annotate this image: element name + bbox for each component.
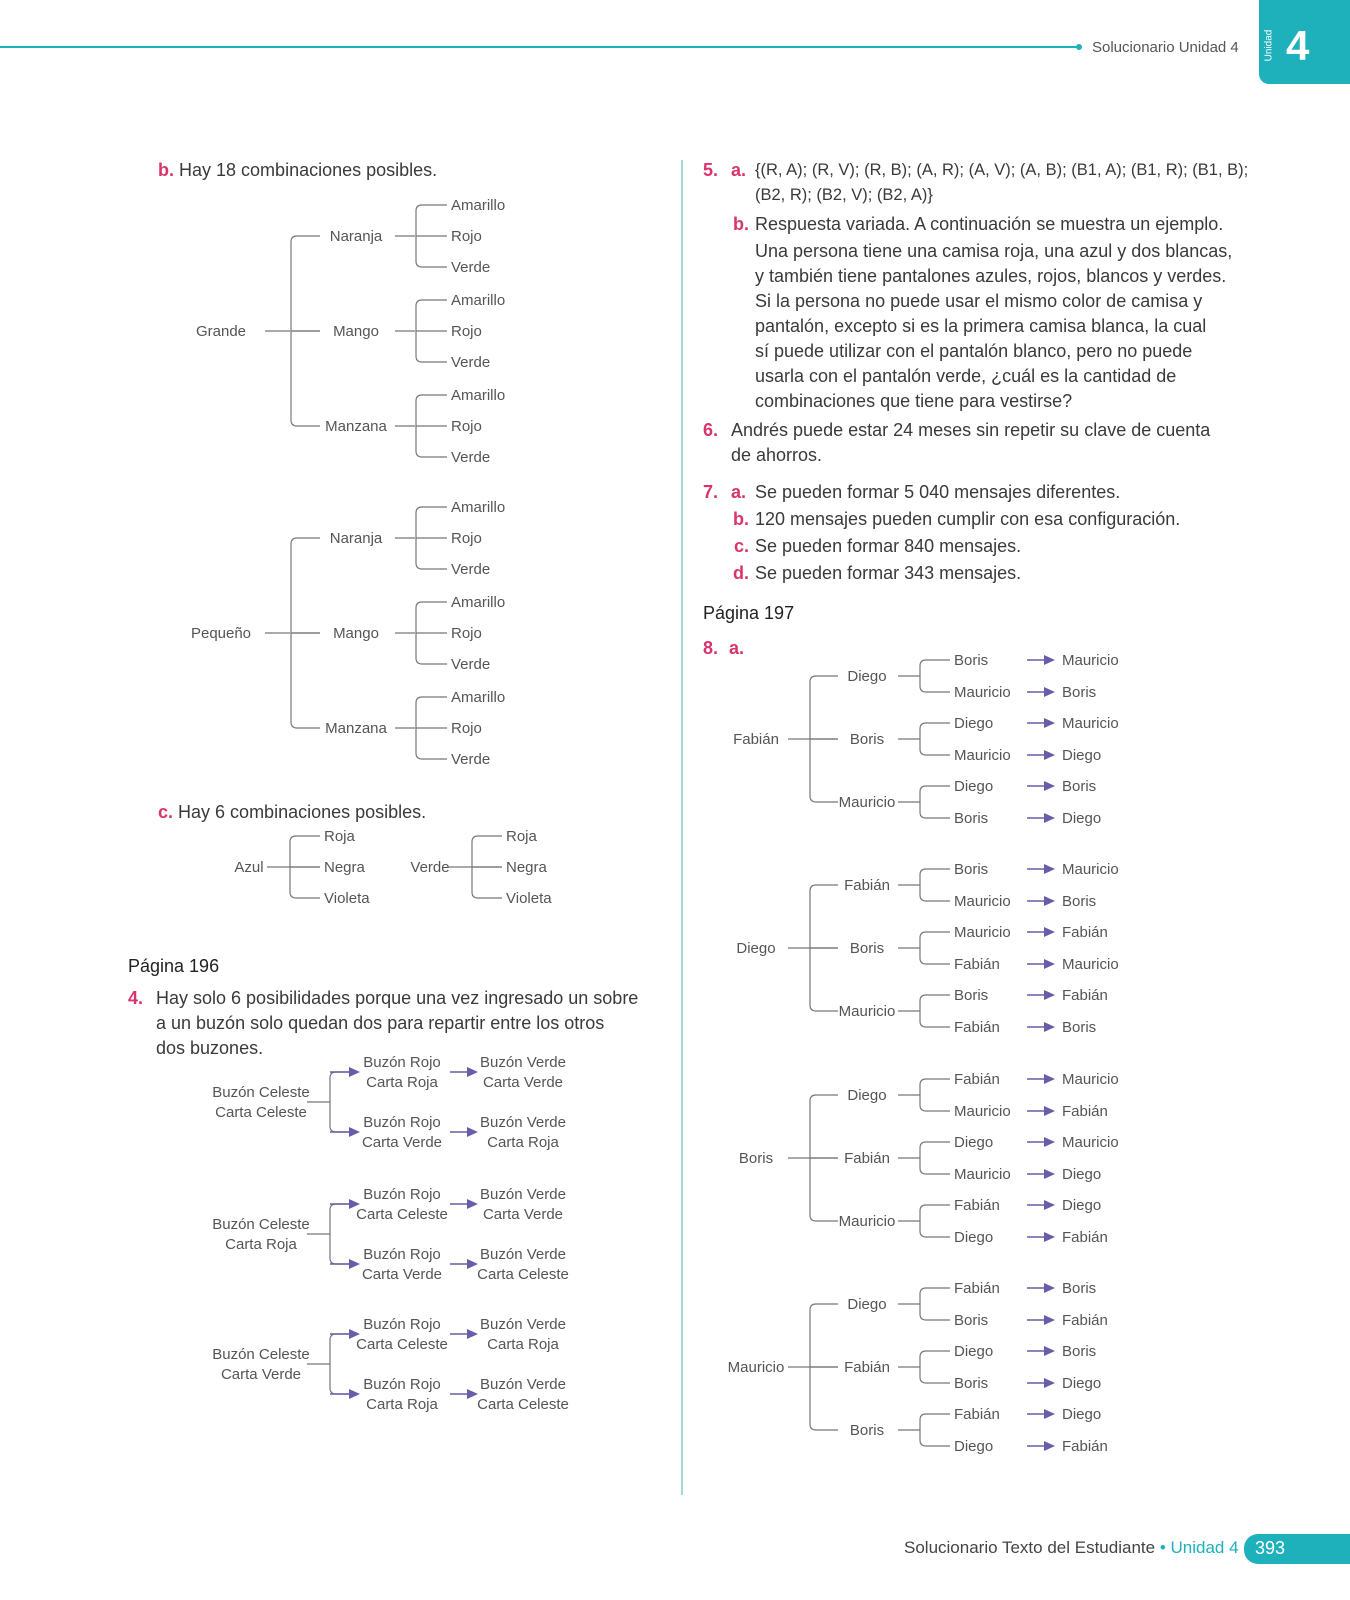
tree-b-leaf: Rojo: [451, 625, 482, 642]
tree-4-root: Carta Verde: [220, 1366, 302, 1383]
item-c: c. Hay 6 combinaciones posibles.: [158, 802, 427, 822]
tree-c-root: Verde: [410, 859, 450, 876]
tree-4-mid: Carta Celeste: [356, 1336, 448, 1353]
tree-8-mid: Boris: [849, 940, 885, 957]
tree-8-leaf: Diego: [954, 1438, 994, 1455]
tree-8-leaf: Boris: [954, 1375, 989, 1392]
tree-8-leaf: Fabián: [954, 1071, 1000, 1088]
tree-4-mid: Buzón Rojo: [363, 1186, 441, 1203]
arrow-head: [1044, 896, 1055, 906]
unit-tab-label: Unidad: [1263, 29, 1275, 62]
tree-b-leaf: Amarillo: [451, 499, 506, 516]
tree-8-leaf: Fabián: [954, 1019, 1000, 1036]
tree-4-root: Buzón Celeste: [212, 1216, 310, 1233]
footer: [904, 1538, 1239, 1558]
tree-8-leaf: Diego: [954, 1134, 994, 1151]
arrow-head: [1044, 990, 1055, 1000]
arrow-head: [467, 1199, 478, 1209]
tree-8-mid: Boris: [849, 731, 885, 748]
footer-unit: Unidad 4: [1170, 1538, 1239, 1557]
arrow-head: [349, 1127, 360, 1137]
footer-text: Solucionario Texto del Estudiante: [904, 1538, 1156, 1557]
arrow-head: [1044, 718, 1055, 728]
tree-8-mid: Boris: [849, 1422, 885, 1439]
tree-b-leaf: Rojo: [451, 228, 482, 245]
tree-8-final: Boris: [1062, 778, 1097, 795]
tree-c-leaf: Negra: [324, 859, 365, 876]
tree-8-leaf: Fabián: [954, 956, 1000, 973]
tree-b-leaf: Amarillo: [451, 689, 506, 706]
tree-8-leaf: Mauricio: [954, 684, 1011, 701]
tree-8-leaf: Boris: [954, 861, 989, 878]
tree-b-leaf: Amarillo: [451, 197, 506, 214]
footer-dot: •: [1159, 1538, 1166, 1557]
tree-b-mid: Mango: [333, 625, 379, 642]
page-number: 393: [1255, 1538, 1286, 1558]
heading-page-196: Página 196: [128, 956, 220, 976]
tree-b-leaf: Verde: [451, 259, 491, 276]
tree-8-leaf: Boris: [954, 810, 989, 827]
tree-8-mid: Mauricio: [838, 794, 896, 811]
tree-c-leaf: Violeta: [506, 890, 552, 907]
tree-8-final: Boris: [1062, 684, 1097, 701]
tree-4-mid: Carta Roja: [366, 1074, 438, 1091]
tree-4-mid: Carta Celeste: [356, 1206, 448, 1223]
tree-4-bracket: [330, 1204, 352, 1264]
tree-4-leaf: Buzón Verde: [480, 1114, 566, 1131]
arrow-head: [1044, 1169, 1055, 1179]
tree-8-final: Diego: [1062, 747, 1102, 764]
heading-page-197: Página 197: [703, 603, 795, 623]
tree-b-leaf: Amarillo: [451, 594, 506, 611]
tree-4-leaf: Carta Roja: [487, 1336, 559, 1353]
tree-8-mid: Diego: [847, 1087, 887, 1104]
tree-8-mid: Fabián: [844, 877, 890, 894]
tree-8-leaf: Boris: [954, 1312, 989, 1329]
arrow-head: [1044, 1315, 1055, 1325]
tree-8-bracket-2: [920, 995, 950, 1027]
tree-b-leaf: Rojo: [451, 323, 482, 340]
tree-8-final: Mauricio: [1062, 1134, 1119, 1151]
tree-8-bracket-2: [920, 932, 950, 964]
tree-8-root: Mauricio: [727, 1359, 785, 1376]
tree-8-bracket-2: [920, 1079, 950, 1111]
tree-8-final: Fabián: [1062, 1312, 1108, 1329]
tree-c-leaf: Negra: [506, 859, 547, 876]
tree-8-leaf: Diego: [954, 1229, 994, 1246]
tree-c-root: Azul: [234, 859, 264, 876]
tree-4-leaf: Buzón Verde: [480, 1316, 566, 1333]
arrow-head: [1044, 813, 1055, 823]
arrow-head: [1044, 1346, 1055, 1356]
tree-8-bracket-2: [920, 1351, 950, 1383]
tree-8-final: Boris: [1062, 1343, 1097, 1360]
tree-8-final: Boris: [1062, 1280, 1097, 1297]
tree-b-leaf: Verde: [451, 656, 491, 673]
tree-8-final: Fabián: [1062, 1229, 1108, 1246]
tree-8-leaf: Mauricio: [954, 924, 1011, 941]
arrow-head: [467, 1067, 478, 1077]
tree-c-leaf: Violeta: [324, 890, 370, 907]
tree-8-mid: Fabián: [844, 1150, 890, 1167]
tree-8-bracket-2: [920, 723, 950, 755]
tree-8-final: Diego: [1062, 1166, 1102, 1183]
tree-8-leaf: Boris: [954, 987, 989, 1004]
tree-8-leaf: Mauricio: [954, 747, 1011, 764]
tree-c-leaf: Roja: [506, 828, 537, 845]
arrow-head: [349, 1389, 360, 1399]
tree-b-leaf: Rojo: [451, 418, 482, 435]
tree-8-final: Fabián: [1062, 1438, 1108, 1455]
tree-b-leaf: Amarillo: [451, 292, 506, 309]
tree-b-mid: Mango: [333, 323, 379, 340]
tree-b-mid: Manzana: [325, 720, 387, 737]
tree-8-bracket-2: [920, 1205, 950, 1237]
tree-8-final: Boris: [1062, 1019, 1097, 1036]
tree-4-mid: Carta Roja: [366, 1396, 438, 1413]
tree-b-mid: Naranja: [329, 530, 383, 547]
tree-4-mid: Buzón Rojo: [363, 1376, 441, 1393]
tree-8-bracket-2: [920, 1142, 950, 1174]
question-8: 8. a.: [703, 638, 745, 658]
tree-b-mid: Naranja: [329, 228, 383, 245]
tree-4-leaf: Buzón Verde: [480, 1186, 566, 1203]
tree-b-leaf: Amarillo: [451, 387, 506, 404]
question-5: 5. a. {(R, A); (R, V); (R, B); (A, R); (A, V); (A, B); (B1, A); (B1, R); (B1, B); (B2, R); (B2, V); (B2, A)} b. Respuesta variada. A continuación se muestra un ejemplo. Una persona tiene una camisa roja, una azul y dos blancas, y también tiene pantalones azules, rojos, blancos y verdes. Si la persona no puede usar el mismo color de camisa y pantalón, excepto si es la primera camisa blanca, la cual sí puede utilizar con el pantalón blanco, pero no puede usarla con el pantalón verde, ¿cuál es la cantidad de combinaciones que tiene para vestirse?: [703, 160, 1249, 411]
tree-4-bracket: [330, 1334, 352, 1394]
tree-8-final: Mauricio: [1062, 956, 1119, 973]
tree-8-bracket-2: [920, 1414, 950, 1446]
tree-8-mid: Mauricio: [838, 1003, 896, 1020]
item-b: b. Hay 18 combinaciones posibles.: [158, 160, 438, 180]
header-title: Solucionario Unidad 4: [1092, 39, 1239, 56]
tree-4-mid: Carta Verde: [361, 1134, 443, 1151]
tree-8-root: Diego: [736, 940, 776, 957]
arrow-head: [1044, 927, 1055, 937]
tree-8-final: Fabián: [1062, 924, 1108, 941]
tree-8-final: Fabián: [1062, 1103, 1108, 1120]
arrow-head: [467, 1127, 478, 1137]
arrow-head: [1044, 1441, 1055, 1451]
tree-4-leaf: Carta Celeste: [477, 1396, 569, 1413]
tree-b-mid: Manzana: [325, 418, 387, 435]
arrow-head: [1044, 1137, 1055, 1147]
tree-4-leaf: Carta Verde: [482, 1074, 564, 1091]
tree-8-root: Boris: [738, 1150, 774, 1167]
tree-8-leaf: Diego: [954, 1343, 994, 1360]
arrow-head: [1044, 750, 1055, 760]
tree-b-root: Pequeño: [190, 625, 252, 642]
tree-4-root: Buzón Celeste: [212, 1084, 310, 1101]
arrow-head: [1044, 655, 1055, 665]
arrow-head: [1044, 687, 1055, 697]
tree-8-leaf: Diego: [954, 715, 994, 732]
arrow-head: [467, 1329, 478, 1339]
arrow-head: [1044, 781, 1055, 791]
tree-4-leaf: Buzón Verde: [480, 1054, 566, 1071]
tree-8-mid: Diego: [847, 668, 887, 685]
tree-4-mid: Buzón Rojo: [363, 1246, 441, 1263]
tree-8-root: Fabián: [733, 731, 779, 748]
tree-8-final: Diego: [1062, 1406, 1102, 1423]
tree-8-bracket-2: [920, 786, 950, 818]
tree-4-mid: Carta Verde: [361, 1266, 443, 1283]
arrow-head: [349, 1259, 360, 1269]
tree-8-final: Mauricio: [1062, 652, 1119, 669]
arrow-head: [1044, 1022, 1055, 1032]
tree-4-bracket: [330, 1072, 352, 1132]
tree-8-bracket-2: [920, 869, 950, 901]
arrow-head: [1044, 1074, 1055, 1084]
tree-4-leaf: Carta Celeste: [477, 1266, 569, 1283]
tree-8-final: Diego: [1062, 810, 1102, 827]
tree-4-root: Carta Roja: [225, 1236, 297, 1253]
arrow-head: [349, 1067, 360, 1077]
arrow-head: [1044, 864, 1055, 874]
tree-8-mid: Diego: [847, 1296, 887, 1313]
tree-4-mid: Buzón Rojo: [363, 1114, 441, 1131]
tree-8-leaf: Mauricio: [954, 1166, 1011, 1183]
footer-page-tab: [1244, 1534, 1350, 1564]
tree-8-mid: Mauricio: [838, 1213, 896, 1230]
tree-4-leaf: Carta Roja: [487, 1134, 559, 1151]
tree-8-leaf: Diego: [954, 778, 994, 795]
tree-4-root: Carta Celeste: [215, 1104, 307, 1121]
tree-8-leaf: Fabián: [954, 1406, 1000, 1423]
tree-8-leaf: Fabián: [954, 1197, 1000, 1214]
tree-b-root: Grande: [195, 323, 247, 340]
tree-8-final: Mauricio: [1062, 715, 1119, 732]
arrow-head: [1044, 959, 1055, 969]
tree-8-bracket-2: [920, 1288, 950, 1320]
tree-4-root: Buzón Celeste: [212, 1346, 310, 1363]
tree-c-leaf: Roja: [324, 828, 355, 845]
tree-4-leaf: Buzón Verde: [480, 1376, 566, 1393]
tree-b-leaf: Verde: [451, 354, 491, 371]
arrow-head: [1044, 1409, 1055, 1419]
tree-b-leaf: Verde: [451, 449, 491, 466]
tree-8-mid: Fabián: [844, 1359, 890, 1376]
question-7: 7. a. Se pueden formar 5 040 mensajes diferentes. b. 120 mensajes pueden cumplir con esa configuración. c. Se pueden formar 840 mensajes. d. Se pueden formar 343 mensajes.: [703, 482, 1181, 583]
tree-8-final: Diego: [1062, 1197, 1102, 1214]
tree-8-leaf: Mauricio: [954, 1103, 1011, 1120]
tree-8-leaf: Fabián: [954, 1280, 1000, 1297]
tree-4-mid: Buzón Rojo: [363, 1054, 441, 1071]
question-6: 6. Andrés puede estar 24 meses sin repetir su clave de cuenta de ahorros.: [703, 420, 1211, 465]
tree-b-leaf: Rojo: [451, 530, 482, 547]
tree-4-leaf: Buzón Verde: [480, 1246, 566, 1263]
tree-4-mid: Buzón Rojo: [363, 1316, 441, 1333]
tree-8-final: Boris: [1062, 893, 1097, 910]
tree-b-leaf: Rojo: [451, 720, 482, 737]
tree-8-leaf: Mauricio: [954, 893, 1011, 910]
arrow-head: [1044, 1106, 1055, 1116]
tree-8-leaf: Boris: [954, 652, 989, 669]
tree-4-leaf: Carta Verde: [482, 1206, 564, 1223]
tree-8-bracket-2: [920, 660, 950, 692]
tree-8-final: Fabián: [1062, 987, 1108, 1004]
tree-8-final: Mauricio: [1062, 861, 1119, 878]
tree-8-final: Diego: [1062, 1375, 1102, 1392]
arrow-head: [1044, 1378, 1055, 1388]
question-4: 4. Hay solo 6 posibilidades porque una vez ingresado un sobre a un buzón solo quedan dos para repartir entre los otros dos buzones.: [128, 988, 639, 1058]
tree-b-leaf: Verde: [451, 561, 491, 578]
arrow-head: [1044, 1232, 1055, 1242]
tree-8-final: Mauricio: [1062, 1071, 1119, 1088]
arrow-head: [1044, 1283, 1055, 1293]
tree-b-leaf: Verde: [451, 751, 491, 768]
unit-tab-number: 4: [1286, 22, 1310, 69]
arrow-head: [1044, 1200, 1055, 1210]
